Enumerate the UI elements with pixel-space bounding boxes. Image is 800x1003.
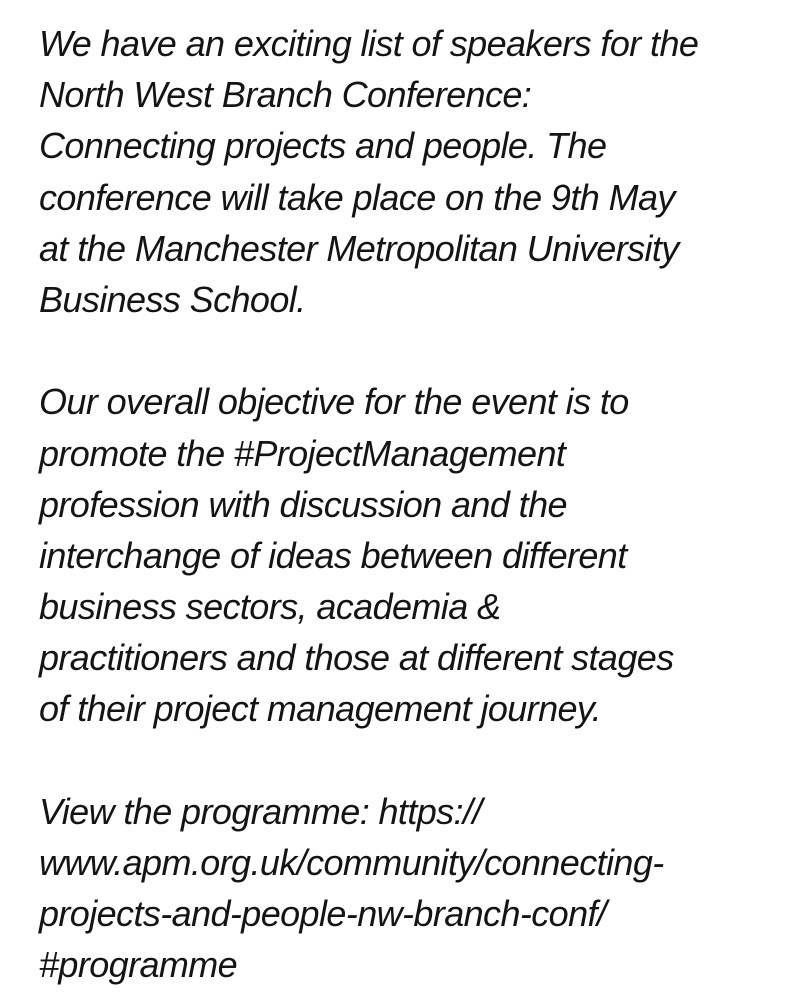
paragraph-spacer (39, 325, 779, 376)
programme-link-line[interactable]: View the programme: https:// (39, 790, 482, 832)
text-line: of their project management journey. (39, 688, 602, 730)
text-line: practitioners and those at different stages (39, 637, 674, 679)
text-line: We have an exciting list of speakers for the (39, 23, 699, 64)
text-line: business sectors, academia & (39, 586, 501, 628)
paragraph-spacer (39, 735, 779, 786)
text-line: North West Branch Conference: (39, 74, 532, 116)
text-line: Connecting projects and people. The (39, 125, 607, 167)
text-line: Our overall objective for the event is to (39, 381, 629, 423)
hashtag-line[interactable]: promote the #ProjectManagement (39, 432, 566, 474)
text-line: interchange of ideas between different (39, 534, 627, 576)
programme-link-line[interactable]: #programme (39, 944, 238, 986)
paragraph-intro (39, 18, 779, 325)
paragraph-objective (39, 376, 779, 734)
text-line: profession with discussion and the (39, 483, 567, 525)
text-line: at the Manchester Metropolitan University (39, 227, 679, 269)
programme-link-line[interactable]: www.apm.org.uk/community/connecting- (39, 842, 664, 883)
paragraph-programme-link[interactable] (39, 786, 779, 991)
text-line: conference will take place on the 9th May (39, 176, 675, 218)
programme-link-line[interactable]: projects-and-people-nw-branch-conf/ (39, 893, 607, 935)
post-body (39, 18, 779, 991)
text-line: Business School. (39, 278, 306, 320)
